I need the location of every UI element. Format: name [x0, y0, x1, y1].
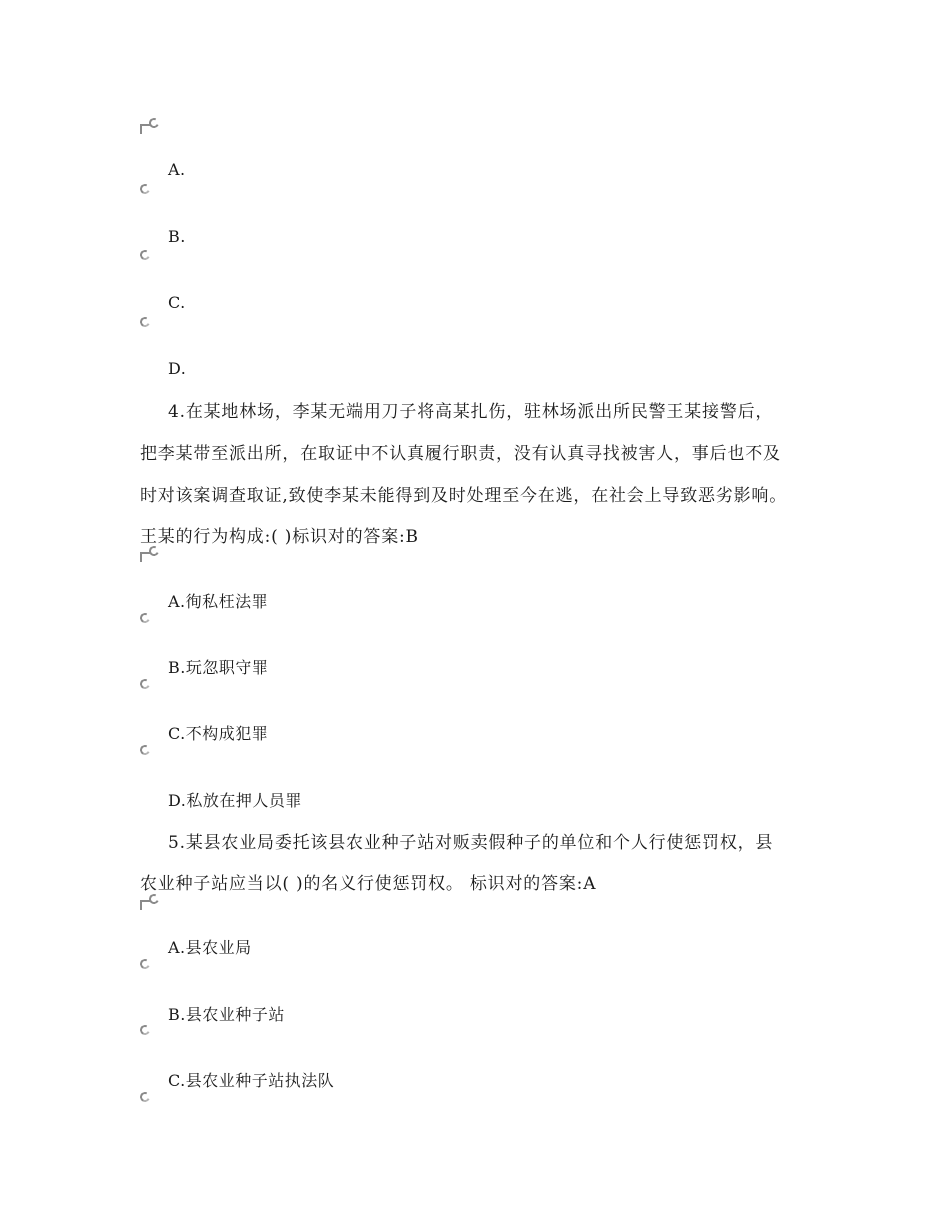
question-text: 4.在某地林场，李某无端用刀子将高某扎伤，驻林场派出所民警王某接警后，: [168, 402, 774, 422]
radio-icon[interactable]: [139, 958, 152, 971]
radio-icon[interactable]: [139, 183, 152, 196]
option-label: C.县农业种子站执法队: [168, 1071, 335, 1090]
checkbox-icon[interactable]: [140, 550, 152, 562]
checkbox-icon[interactable]: [140, 898, 152, 910]
option-label: B.: [168, 227, 186, 246]
option-label: C.: [168, 293, 186, 312]
option-label: B.县农业种子站: [168, 1005, 285, 1024]
radio-icon[interactable]: [139, 316, 152, 329]
radio-icon[interactable]: [139, 1091, 152, 1104]
question-text: 5.某县农业局委托该县农业种子站对贩卖假种子的单位和个人行使惩罚权，县: [168, 833, 774, 853]
radio-icon[interactable]: [139, 612, 152, 625]
radio-icon[interactable]: [139, 1024, 152, 1037]
option-label: A.县农业局: [168, 938, 252, 957]
radio-icon[interactable]: [139, 678, 152, 691]
option-label: A.徇私枉法罪: [168, 592, 269, 611]
question-text: 王某的行为构成:( )标识对的答案:B: [140, 527, 419, 547]
radio-icon[interactable]: [139, 249, 152, 262]
checkbox-icon[interactable]: [140, 122, 152, 134]
question-text: 把李某带至派出所，在取证中不认真履行职责，没有认真寻找被害人，事后也不及: [140, 444, 781, 464]
question-text: 时对该案调查取证,致使李某未能得到及时处理至今在逃，在社会上导致恶劣影响。: [140, 486, 788, 506]
question-text: 农业种子站应当以( )的名义行使惩罚权。 标识对的答案:A: [140, 874, 597, 894]
option-label: A.: [168, 160, 186, 179]
option-label: B.玩忽职守罪: [168, 658, 269, 677]
option-label: C.不构成犯罪: [168, 724, 269, 743]
radio-icon[interactable]: [139, 744, 152, 757]
option-label: D.: [168, 359, 187, 378]
option-label: D.私放在押人员罪: [168, 791, 302, 810]
